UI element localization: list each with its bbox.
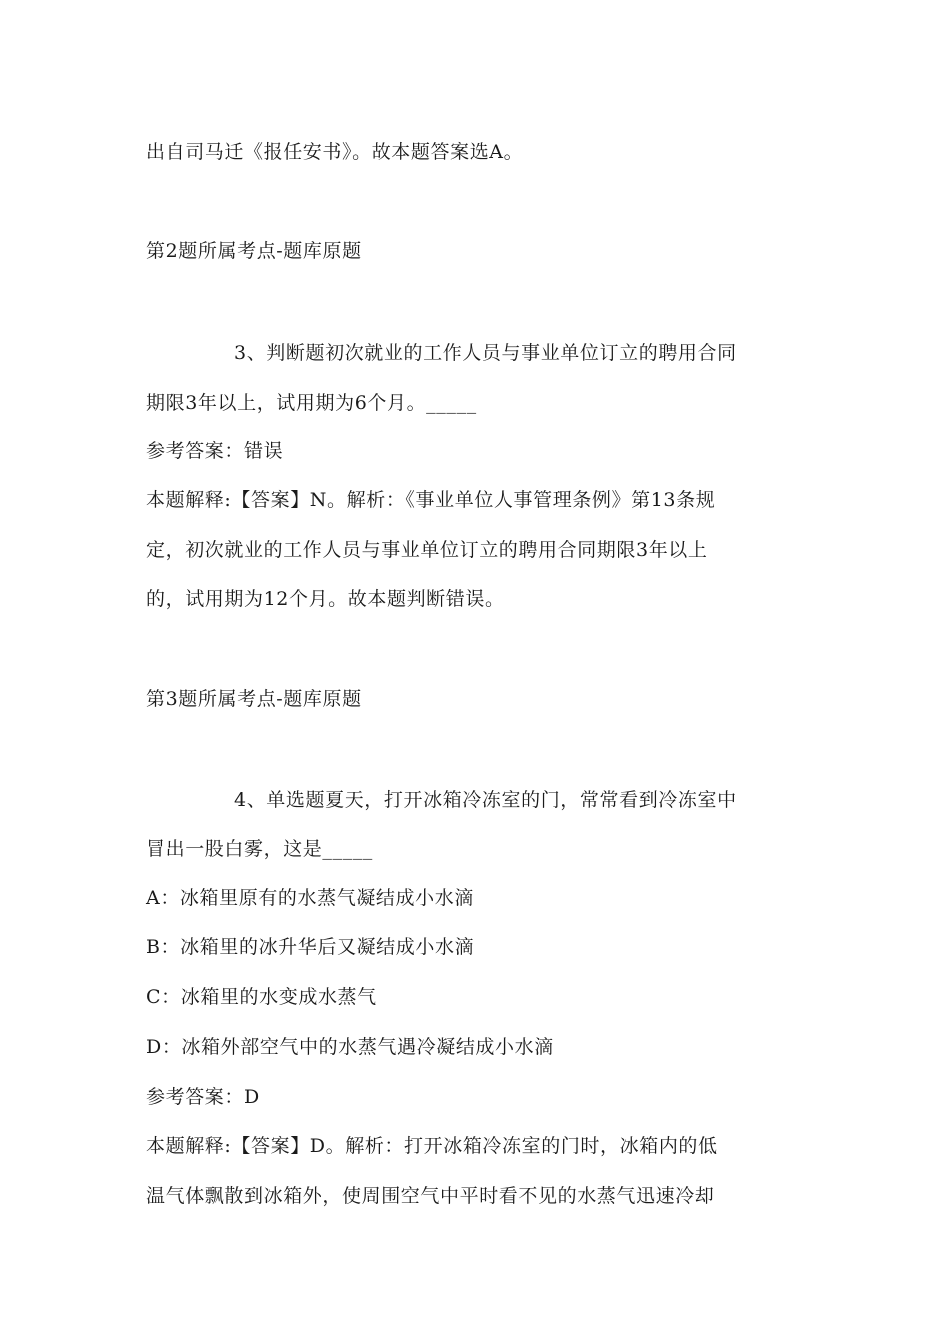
q3-stem-line-2: 期限3年以上，试用期为6个月。_____	[146, 392, 477, 414]
q3-stem-line-1: 3、判断题初次就业的工作人员与事业单位订立的聘用合同	[234, 342, 737, 364]
q4-option-a: A：冰箱里原有的水蒸气凝结成小水滴	[146, 887, 474, 909]
q3-explanation-line-1: 本题解释:【答案】N。解析：《事业单位人事管理条例》第13条规	[146, 489, 716, 511]
q4-explanation-line-1: 本题解释:【答案】D。解析：打开冰箱冷冻室的门时，冰箱内的低	[146, 1135, 718, 1157]
q3-explanation-line-2: 定，初次就业的工作人员与事业单位订立的聘用合同期限3年以上	[146, 539, 708, 561]
q4-option-b: B：冰箱里的冰升华后又凝结成小水滴	[146, 936, 475, 958]
q3-knowledge-point: 第3题所属考点-题库原题	[146, 688, 362, 710]
q2-knowledge-point: 第2题所属考点-题库原题	[146, 240, 362, 262]
q4-stem-line-2: 冒出一股白雾，这是_____	[146, 838, 373, 860]
q4-reference-answer: 参考答案：D	[146, 1086, 260, 1108]
q3-reference-answer: 参考答案：错误	[146, 440, 284, 462]
q4-option-c: C：冰箱里的水变成水蒸气	[146, 986, 377, 1008]
q2-answer-tail: 出自司马迁《报任安书》。故本题答案选A。	[146, 141, 524, 163]
q4-option-d: D：冰箱外部空气中的水蒸气遇冷凝结成小水滴	[146, 1036, 554, 1058]
q3-explanation-line-3: 的，试用期为12个月。故本题判断错误。	[146, 588, 505, 610]
q4-stem-line-1: 4、单选题夏天，打开冰箱冷冻室的门，常常看到冷冻室中	[234, 789, 737, 811]
q4-explanation-line-2: 温气体飘散到冰箱外，使周围空气中平时看不见的水蒸气迅速冷却	[146, 1185, 715, 1207]
